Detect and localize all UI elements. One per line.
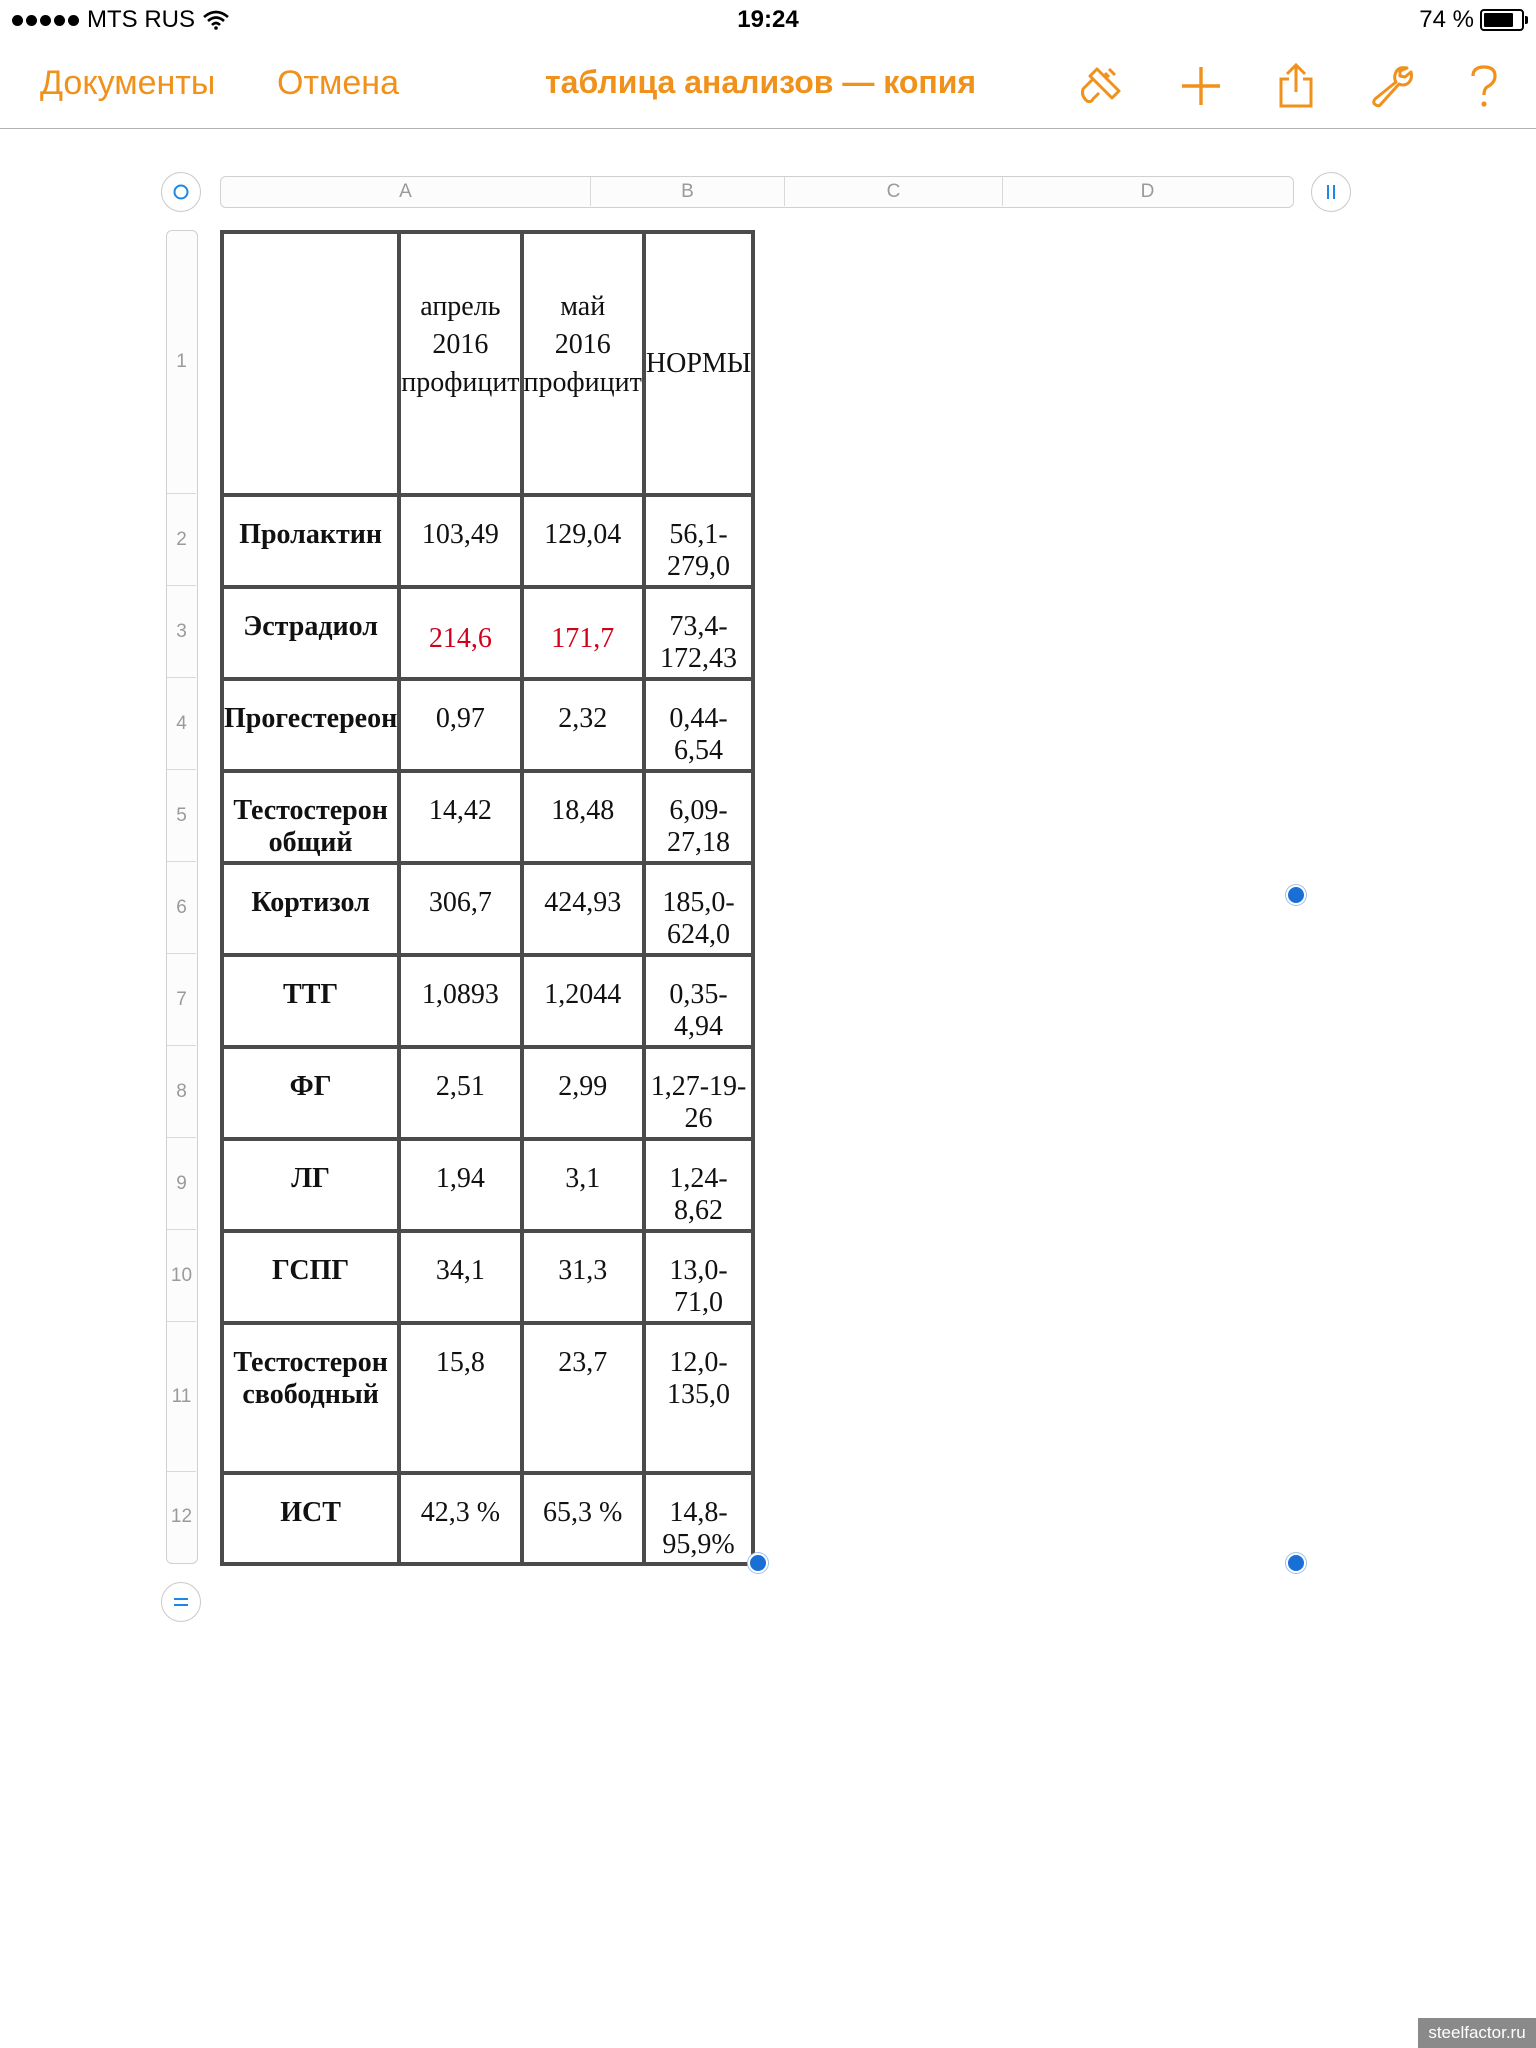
april-value: 306,7	[428, 887, 492, 918]
norm-value: 1,24-8,62	[669, 1163, 728, 1226]
analyte-name: ГСПГ	[271, 1255, 350, 1286]
header-line: апрель	[420, 291, 501, 322]
row-header-12[interactable]: 12	[170, 1506, 193, 1527]
header-line: профицит	[401, 367, 520, 398]
share-icon[interactable]	[1270, 60, 1322, 112]
documents-button[interactable]: Документы	[40, 64, 216, 102]
help-icon[interactable]	[1458, 60, 1510, 112]
document-title[interactable]: таблица анализов — копия	[545, 64, 977, 100]
table-row	[222, 771, 753, 863]
row-header-10[interactable]: 10	[167, 1230, 196, 1322]
table-row	[222, 1231, 753, 1323]
may-value: 31,3	[558, 1255, 608, 1286]
table-cell[interactable]	[222, 1323, 399, 1473]
table-cell[interactable]	[522, 863, 644, 955]
norm-value: 73,4-172,43	[660, 611, 738, 674]
table-cell[interactable]	[522, 232, 644, 495]
may-value: 65,3 %	[543, 1497, 623, 1528]
analyte-name: Тестостерон свободный	[233, 1347, 388, 1410]
row-header-11[interactable]: 11	[167, 1322, 196, 1472]
table-cell[interactable]	[399, 955, 521, 1047]
table-cell[interactable]	[222, 495, 399, 587]
may-value: 424,93	[544, 887, 622, 918]
header-line: 2016	[432, 329, 489, 360]
table-cell[interactable]	[522, 679, 644, 771]
table-cell[interactable]	[399, 495, 521, 587]
toolbar	[0, 40, 1536, 129]
table-row	[222, 495, 753, 587]
table-row	[222, 955, 753, 1047]
table-cell[interactable]	[522, 1047, 644, 1139]
norm-value: 14,8-95,9%	[662, 1497, 735, 1560]
norm-value: 12,0-135,0	[667, 1347, 731, 1410]
column-header-a[interactable]: A	[221, 177, 591, 206]
may-value: 171,7	[551, 623, 615, 654]
april-value: 214,6	[428, 623, 492, 654]
header-cell-may	[524, 234, 642, 402]
table-cell[interactable]	[644, 1231, 753, 1323]
table-row	[222, 232, 753, 495]
may-value: 3,1	[565, 1163, 601, 1194]
add-row-button[interactable]	[161, 1582, 201, 1622]
table-row	[222, 1473, 753, 1564]
may-value: 18,48	[551, 795, 615, 826]
may-value: 2,32	[558, 703, 608, 734]
table-cell[interactable]	[222, 1139, 399, 1231]
table-cell[interactable]	[399, 232, 521, 495]
column-resize-icon	[1324, 183, 1338, 201]
table-cell[interactable]	[644, 863, 753, 955]
select-table-button[interactable]	[161, 172, 201, 212]
table-cell[interactable]	[222, 1231, 399, 1323]
table-cell[interactable]	[644, 771, 753, 863]
plus-icon[interactable]	[1175, 60, 1227, 112]
may-value: 1,2044	[544, 979, 622, 1010]
table-cell[interactable]	[644, 1139, 753, 1231]
table-cell[interactable]	[644, 1047, 753, 1139]
table-cell[interactable]	[522, 587, 644, 679]
april-value: 2,51	[435, 1071, 485, 1102]
header-line: май	[560, 291, 606, 322]
battery-icon	[1480, 9, 1524, 31]
may-value: 2,99	[558, 1071, 608, 1102]
table-cell[interactable]	[222, 587, 399, 679]
add-column-button[interactable]	[1311, 172, 1351, 212]
circle-icon	[172, 183, 190, 201]
norm-value: 185,0-624,0	[662, 887, 735, 950]
table-row	[222, 1323, 753, 1473]
table-cell[interactable]	[644, 679, 753, 771]
table-cell[interactable]	[399, 1139, 521, 1231]
status-time: 19:24	[737, 6, 799, 33]
table-cell[interactable]	[222, 863, 399, 955]
row-header-9[interactable]: 9	[167, 1138, 196, 1230]
header-cell-april	[401, 234, 519, 402]
analyte-name: ЛГ	[291, 1163, 330, 1194]
april-value: 42,3 %	[420, 1497, 501, 1528]
row-header-5[interactable]: 5	[167, 770, 196, 862]
analyte-name: ИСТ	[280, 1497, 341, 1528]
table-row	[222, 1139, 753, 1231]
analyte-name: ТТГ	[283, 979, 339, 1010]
table-cell[interactable]	[522, 1231, 644, 1323]
status-right	[1419, 6, 1524, 34]
table-cell[interactable]	[644, 1323, 753, 1473]
may-value: 23,7	[558, 1347, 608, 1378]
april-value: 103,49	[421, 519, 499, 550]
table-cell[interactable]	[222, 1047, 399, 1139]
norm-value: 13,0-71,0	[669, 1255, 728, 1318]
table-cell[interactable]	[522, 1139, 644, 1231]
table-cell[interactable]	[399, 863, 521, 955]
table-cell[interactable]	[644, 495, 753, 587]
row-header-bar[interactable]	[166, 230, 198, 1564]
table-cell[interactable]	[644, 955, 753, 1047]
column-header-b[interactable]: B	[591, 177, 785, 206]
table-row	[222, 1047, 753, 1139]
table-cell[interactable]	[222, 232, 399, 495]
norm-value: 0,35-4,94	[669, 979, 728, 1042]
column-header-c[interactable]: C	[785, 177, 1003, 206]
table-cell[interactable]	[399, 1231, 521, 1323]
row-header-3[interactable]: 3	[167, 586, 196, 678]
column-header-d[interactable]: D	[1140, 181, 1155, 202]
row-header-8[interactable]: 8	[167, 1046, 196, 1138]
analyte-name: Прогестереон	[224, 703, 398, 734]
resize-handle-right[interactable]	[1286, 885, 1306, 905]
row-header-7[interactable]: 7	[167, 954, 196, 1046]
table-cell[interactable]	[522, 955, 644, 1047]
row-header-1[interactable]: 1	[167, 231, 196, 494]
table-row	[222, 679, 753, 771]
header-line: профицит	[523, 367, 642, 398]
table-cell[interactable]	[644, 587, 753, 679]
table-cell[interactable]	[222, 679, 399, 771]
cancel-button[interactable]: Отмена	[277, 64, 399, 102]
table-cell[interactable]	[522, 1323, 644, 1473]
april-value: 0,97	[435, 703, 485, 734]
table-cell[interactable]	[399, 1323, 521, 1473]
table-cell[interactable]	[222, 771, 399, 863]
header-line: 2016	[554, 329, 611, 360]
status-bar	[0, 0, 1536, 40]
table-cell[interactable]	[399, 1047, 521, 1139]
resize-handle-bottom[interactable]	[748, 1553, 768, 1573]
table-cell[interactable]	[522, 495, 644, 587]
table-cell[interactable]	[399, 587, 521, 679]
table-cell[interactable]	[644, 1473, 753, 1564]
table-row	[222, 863, 753, 955]
norm-value: 6,09-27,18	[667, 795, 731, 858]
column-header-bar[interactable]	[220, 176, 1294, 208]
analyte-name: Эстрадиол	[243, 611, 378, 642]
row-header-2[interactable]: 2	[167, 494, 196, 586]
table-cell[interactable]	[644, 232, 753, 495]
norm-value: 0,44-6,54	[669, 703, 728, 766]
watermark: steelfactor.ru	[1418, 2018, 1536, 2048]
table-row	[222, 587, 753, 679]
table-cell[interactable]	[522, 771, 644, 863]
analyte-name: Тестостерон общий	[233, 795, 388, 858]
row-resize-icon	[172, 1595, 190, 1609]
data-table	[220, 230, 755, 1566]
april-value: 34,1	[435, 1255, 485, 1286]
may-value: 129,04	[544, 519, 622, 550]
table-cell[interactable]	[399, 679, 521, 771]
table-cell[interactable]	[222, 1473, 399, 1564]
april-value: 1,94	[435, 1163, 485, 1194]
table-cell[interactable]	[222, 955, 399, 1047]
row-header-4[interactable]: 4	[167, 678, 196, 770]
header-cell-norms: НОРМЫ	[645, 347, 752, 379]
norm-value: 56,1-279,0	[667, 519, 731, 582]
battery-percent: 74 %	[1419, 6, 1474, 33]
analyte-name: Кортизол	[251, 887, 370, 918]
norm-value: 1,27-19-26	[650, 1071, 747, 1134]
resize-handle-corner[interactable]	[1286, 1553, 1306, 1573]
analyte-name: ФГ	[289, 1071, 332, 1102]
row-header-6[interactable]: 6	[167, 862, 196, 954]
table-cell[interactable]	[399, 1473, 521, 1564]
april-value: 14,42	[428, 795, 492, 826]
wrench-icon[interactable]	[1366, 60, 1418, 112]
analyte-name: Пролактин	[239, 519, 383, 550]
paintbrush-icon[interactable]	[1076, 60, 1128, 112]
carrier-name: MTS RUS	[87, 6, 195, 33]
april-value: 15,8	[435, 1347, 485, 1378]
table-cell[interactable]	[522, 1473, 644, 1564]
table-cell[interactable]	[399, 771, 521, 863]
april-value: 1,0893	[421, 979, 499, 1010]
